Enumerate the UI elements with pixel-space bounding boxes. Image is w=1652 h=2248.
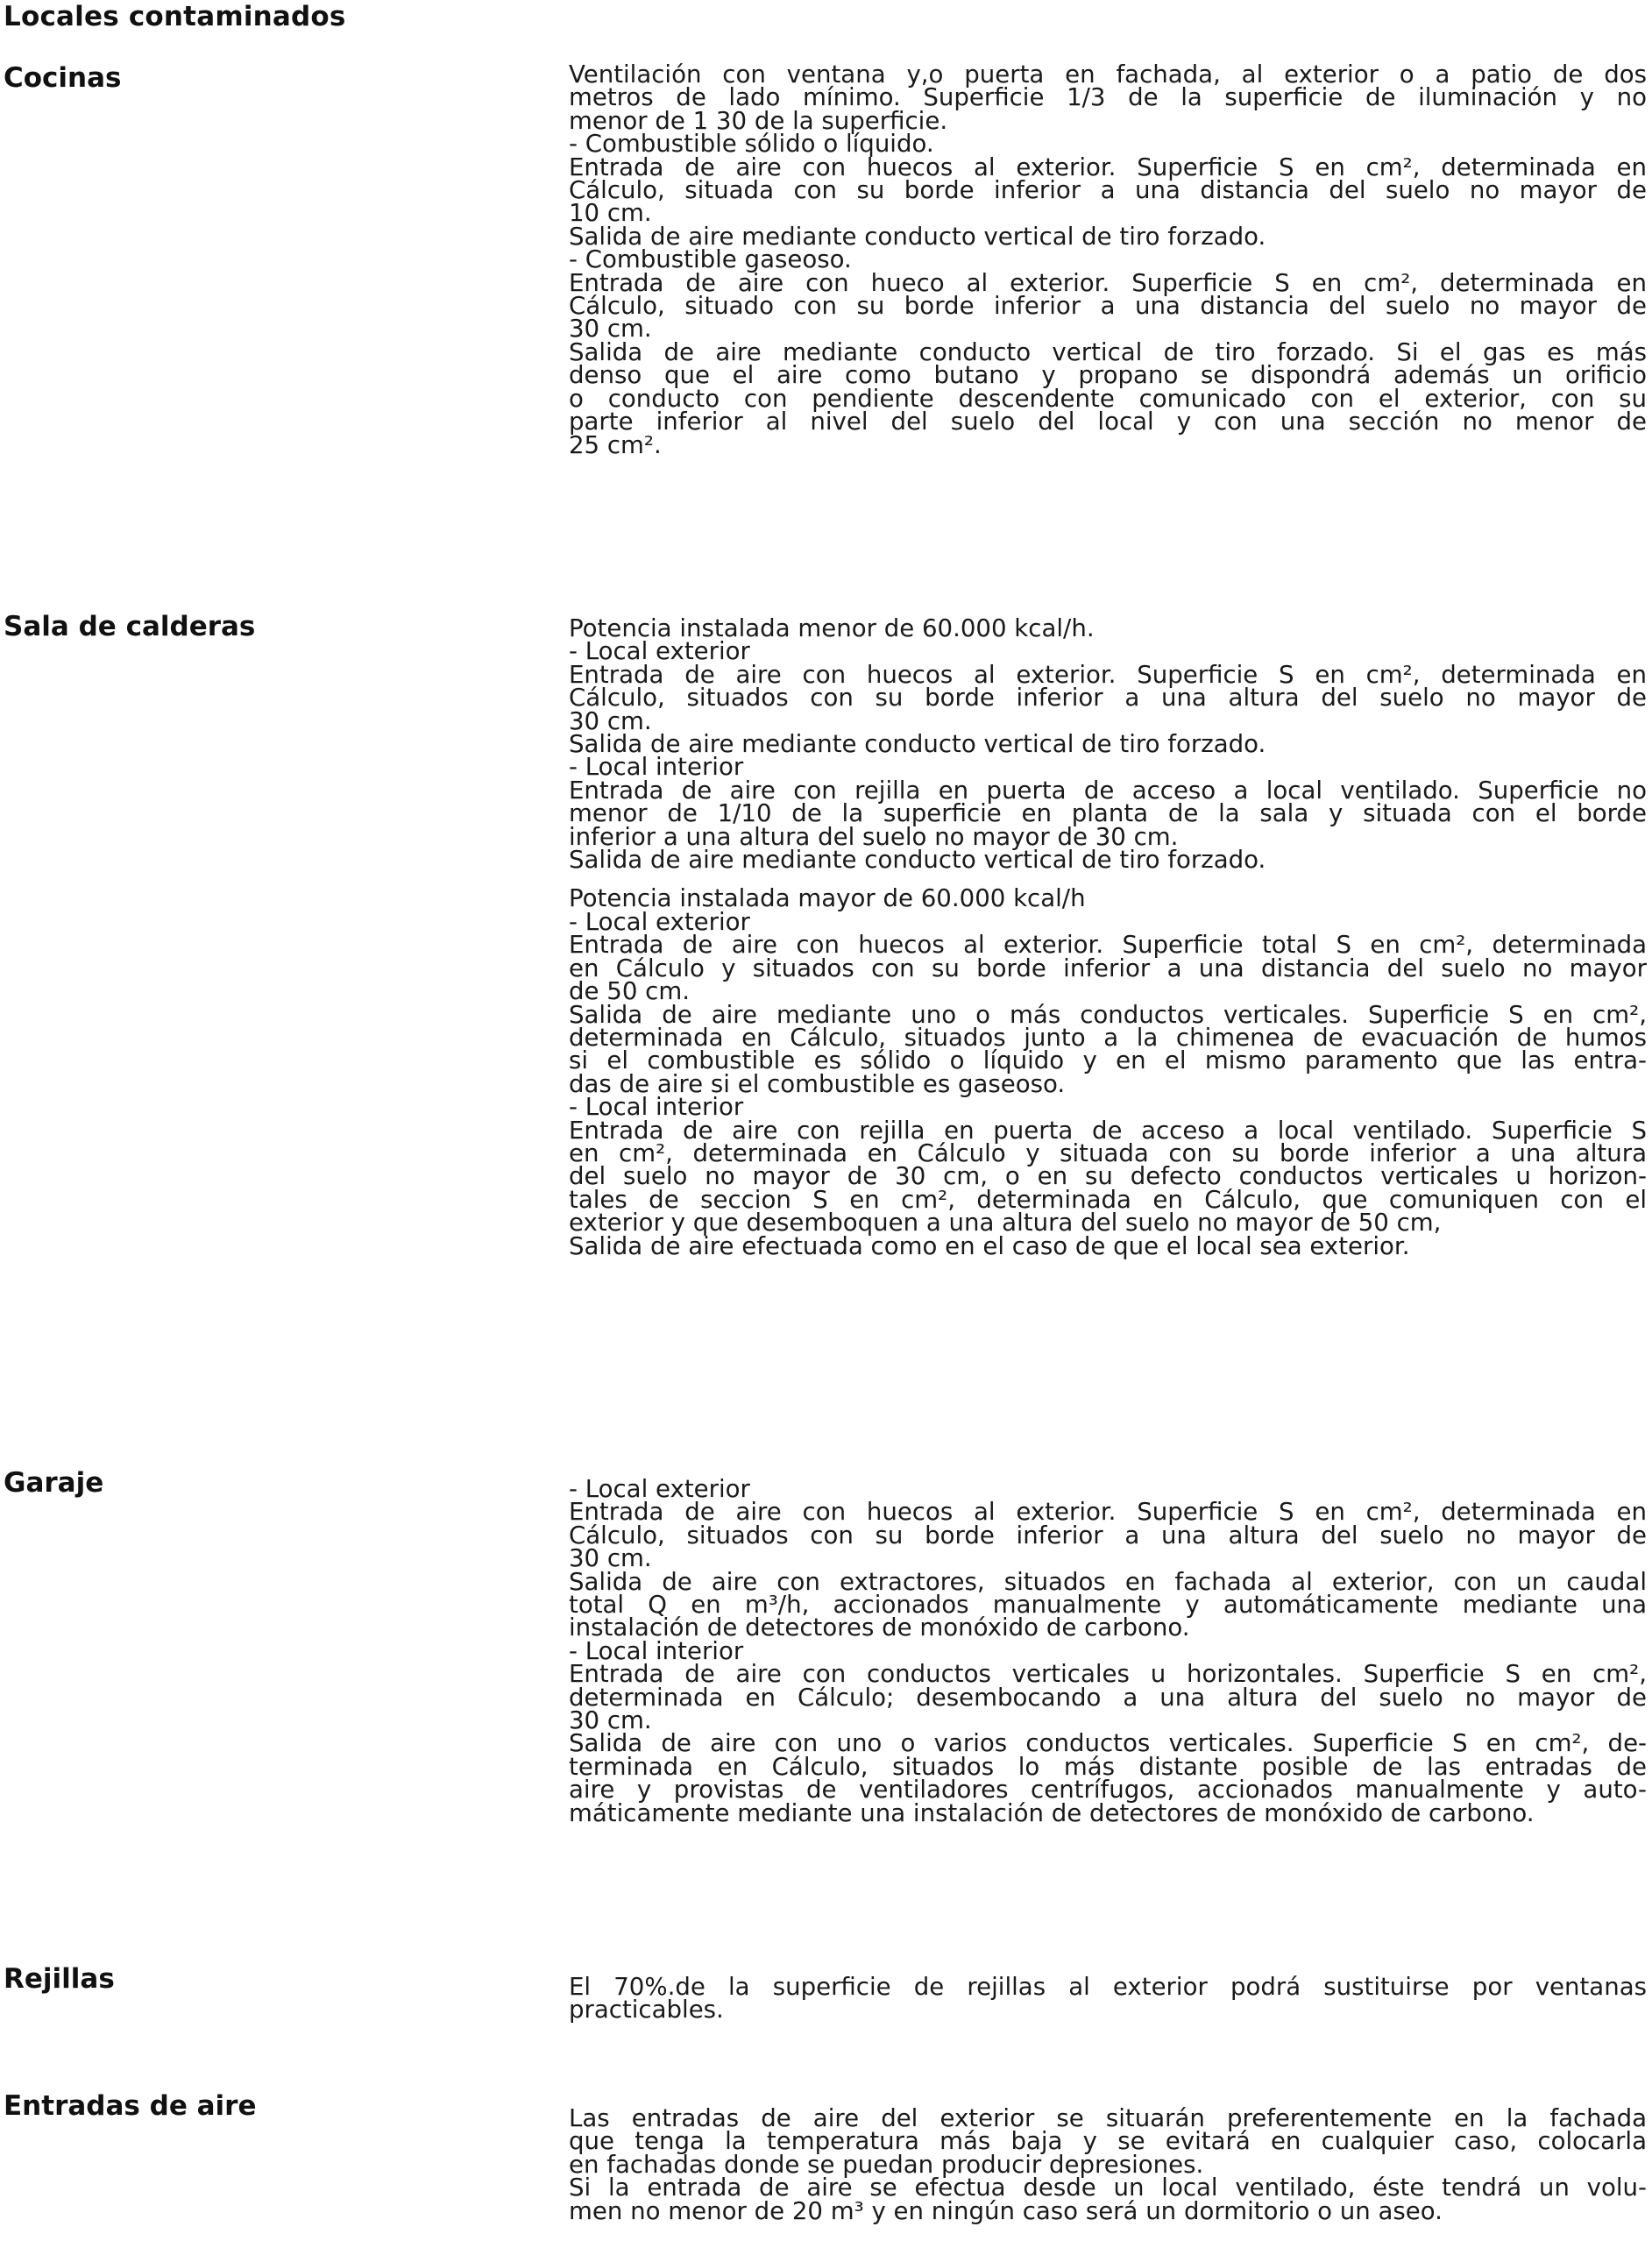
- text-line: Entrada de aire con rejilla en puerta de acceso a local ventilado. Superficie S: [569, 1115, 1647, 1145]
- text-line: - Local exterior: [569, 906, 750, 936]
- paragraph: [569, 60, 1647, 459]
- text-line: - Local exterior: [569, 636, 750, 666]
- text-line: 25 cm².: [569, 429, 662, 459]
- text-line: 30 cm.: [569, 1706, 652, 1735]
- text-line: Entrada de aire con huecos al exterior. Superficie S en cm², determinada en: [569, 1497, 1647, 1527]
- text-line: Salida de aire mediante conducto vertical de tiro forzado.: [569, 221, 1266, 251]
- section-heading-rejillas: Rejillas: [4, 1963, 115, 1995]
- text-line: parte inferior al nivel del suelo del local y con una sección no menor de: [569, 407, 1647, 436]
- text-line: Cálculo, situada con su borde inferior a una distancia del suelo no mayor de: [569, 175, 1647, 205]
- section-heading-sala-de-calderas: Sala de calderas: [4, 611, 256, 642]
- text-line: - Local interior: [569, 752, 744, 782]
- text-line: Entrada de aire con huecos al exterior. Superficie S en cm², determinada en: [569, 152, 1647, 181]
- text-line: del suelo no mayor de 30 cm, o en su defecto conductos verticales u horizon-: [569, 1161, 1647, 1191]
- text-line: exterior y que desemboquen a una altura del suelo no mayor de 50 cm,: [569, 1208, 1442, 1237]
- text-line: Entrada de aire con huecos al exterior. Superficie S en cm², determinada en: [569, 659, 1647, 689]
- text-line: si el combustible es sólido o líquido y en el mismo paramento que las entra-: [569, 1046, 1647, 1075]
- text-line: - Local interior: [569, 1635, 744, 1665]
- text-line: - Local interior: [569, 1092, 744, 1122]
- text-line: que tenga la temperatura más baja y se evitará en cualquier caso, colocarla: [569, 2126, 1647, 2156]
- paragraph: [569, 2103, 1647, 2225]
- text-line: denso que el aire como butano y propano se dispondrá además un orificio: [569, 360, 1647, 390]
- section-body-entradas-de-aire: [569, 2103, 1647, 2225]
- text-line: Salida de aire con extractores, situados en fachada al exterior, con un caudal: [569, 1566, 1647, 1596]
- text-line: Potencia instalada mayor de 60.000 kcal/h: [569, 883, 1086, 913]
- page-title: Locales contaminados: [4, 1, 346, 32]
- section-body-sala-de-calderas: [569, 613, 1647, 1260]
- text-line: - Local exterior: [569, 1474, 750, 1503]
- text-line: de 50 cm.: [569, 976, 690, 1006]
- text-line: Entrada de aire con rejilla en puerta de acceso a local ventilado. Superficie no: [569, 775, 1647, 805]
- text-line: Entrada de aire con conductos verticales u horizontales. Superficie S en cm²,: [569, 1659, 1647, 1689]
- text-line: en fachadas donde se puedan producir depresiones.: [569, 2149, 1204, 2179]
- text-line: das de aire si el combustible es gaseoso.: [569, 1068, 1066, 1098]
- text-line: practicables.: [569, 1995, 724, 2025]
- text-line: Cálculo, situados con su borde inferior a una altura del suelo no mayor de: [569, 1520, 1647, 1549]
- text-line: total Q en m³/h, accionados manualmente y automáticamente mediante una: [569, 1590, 1647, 1620]
- section-heading-cocinas: Cocinas: [4, 62, 122, 94]
- text-line: Entrada de aire con hueco al exterior. Superficie S en cm², determinada en: [569, 267, 1647, 297]
- text-line: Salida de aire mediante conducto vertical de tiro forzado. Si el gas es más: [569, 337, 1647, 366]
- text-line: en Cálculo y situados con su borde inferior a una distancia del suelo no mayor: [569, 953, 1647, 982]
- text-line: metros de lado mínimo. Superficie 1/3 de la superficie de iluminación y no: [569, 82, 1647, 112]
- text-line: Entrada de aire con huecos al exterior. Superficie total S en cm², determinada: [569, 930, 1647, 960]
- text-line: inferior a una altura del suelo no mayor de 30 cm.: [569, 821, 1179, 851]
- text-line: - Combustible sólido o líquido.: [569, 129, 934, 159]
- text-line: o conducto con pendiente descendente comunicado con el exterior, con su: [569, 383, 1647, 413]
- paragraph: [569, 613, 1647, 875]
- text-line: Cálculo, situados con su borde inferior a una altura del suelo no mayor de: [569, 683, 1647, 713]
- text-line: Cálculo, situado con su borde inferior a una distancia del suelo no mayor de: [569, 291, 1647, 321]
- text-line: Salida de aire mediante conducto vertical de tiro forzado.: [569, 729, 1266, 759]
- text-line: - Combustible gaseoso.: [569, 245, 852, 274]
- text-line: 30 cm.: [569, 314, 652, 344]
- text-line: terminada en Cálculo, situados lo más distante posible de las entradas de: [569, 1751, 1647, 1781]
- section-body-rejillas: [569, 1972, 1647, 2025]
- text-line: 30 cm.: [569, 706, 652, 735]
- paragraph: [569, 883, 1647, 1260]
- text-line: Las entradas de aire del exterior se situarán preferentemente en la fachada: [569, 2103, 1647, 2132]
- text-line: Salida de aire efectuada como en el caso de que el local sea exterior.: [569, 1230, 1410, 1260]
- text-line: Salida de aire mediante uno o más conductos verticales. Superficie S en cm²,: [569, 999, 1647, 1029]
- text-line: instalación de detectores de monóxido de carbono.: [569, 1613, 1190, 1642]
- text-line: tales de seccion S en cm², determinada en Cálculo, que comuniquen con el: [569, 1184, 1647, 1214]
- paragraph: [569, 1972, 1647, 2025]
- text-line: aire y provistas de ventiladores centrífugos, accionados manualmente y auto-: [569, 1775, 1647, 1805]
- text-line: El 70%.de la superficie de rejillas al exterior podrá sustituirse por ventanas: [569, 1972, 1647, 2001]
- text-line: Ventilación con ventana y,o puerta en fachada, al exterior o a patio de dos: [569, 60, 1647, 89]
- text-line: Salida de aire con uno o varios conductos verticales. Superficie S en cm², de-: [569, 1728, 1647, 1758]
- paragraph: [569, 1474, 1647, 1827]
- text-line: Potencia instalada menor de 60.000 kcal/h.: [569, 613, 1095, 642]
- text-line: Salida de aire mediante conducto vertical de tiro forzado.: [569, 845, 1266, 875]
- text-line: menor de 1 30 de la superficie.: [569, 105, 948, 135]
- text-line: determinada en Cálculo, situados junto a la chimenea de evacuación de humos: [569, 1022, 1647, 1052]
- text-line: Si la entrada de aire se efectua desde un local ventilado, éste tendrá un volu-: [569, 2173, 1647, 2202]
- text-line: 10 cm.: [569, 198, 652, 228]
- text-line: en cm², determinada en Cálculo y situada con su borde inferior a una altura: [569, 1138, 1647, 1167]
- text-line: máticamente mediante una instalación de detectores de monóxido de carbono.: [569, 1798, 1535, 1827]
- text-line: determinada en Cálculo; desembocando a una altura del suelo no mayor de: [569, 1682, 1647, 1712]
- section-body-cocinas: [569, 60, 1647, 459]
- text-line: menor de 1/10 de la superficie en planta de la sala y situada con el borde: [569, 798, 1647, 828]
- text-line: men no menor de 20 m³ y en ningún caso será un dormitorio o un aseo.: [569, 2195, 1443, 2225]
- text-line: 30 cm.: [569, 1543, 652, 1573]
- section-heading-garaje: Garaje: [4, 1467, 104, 1499]
- section-body-garaje: [569, 1474, 1647, 1827]
- section-heading-entradas-de-aire: Entradas de aire: [4, 2090, 257, 2122]
